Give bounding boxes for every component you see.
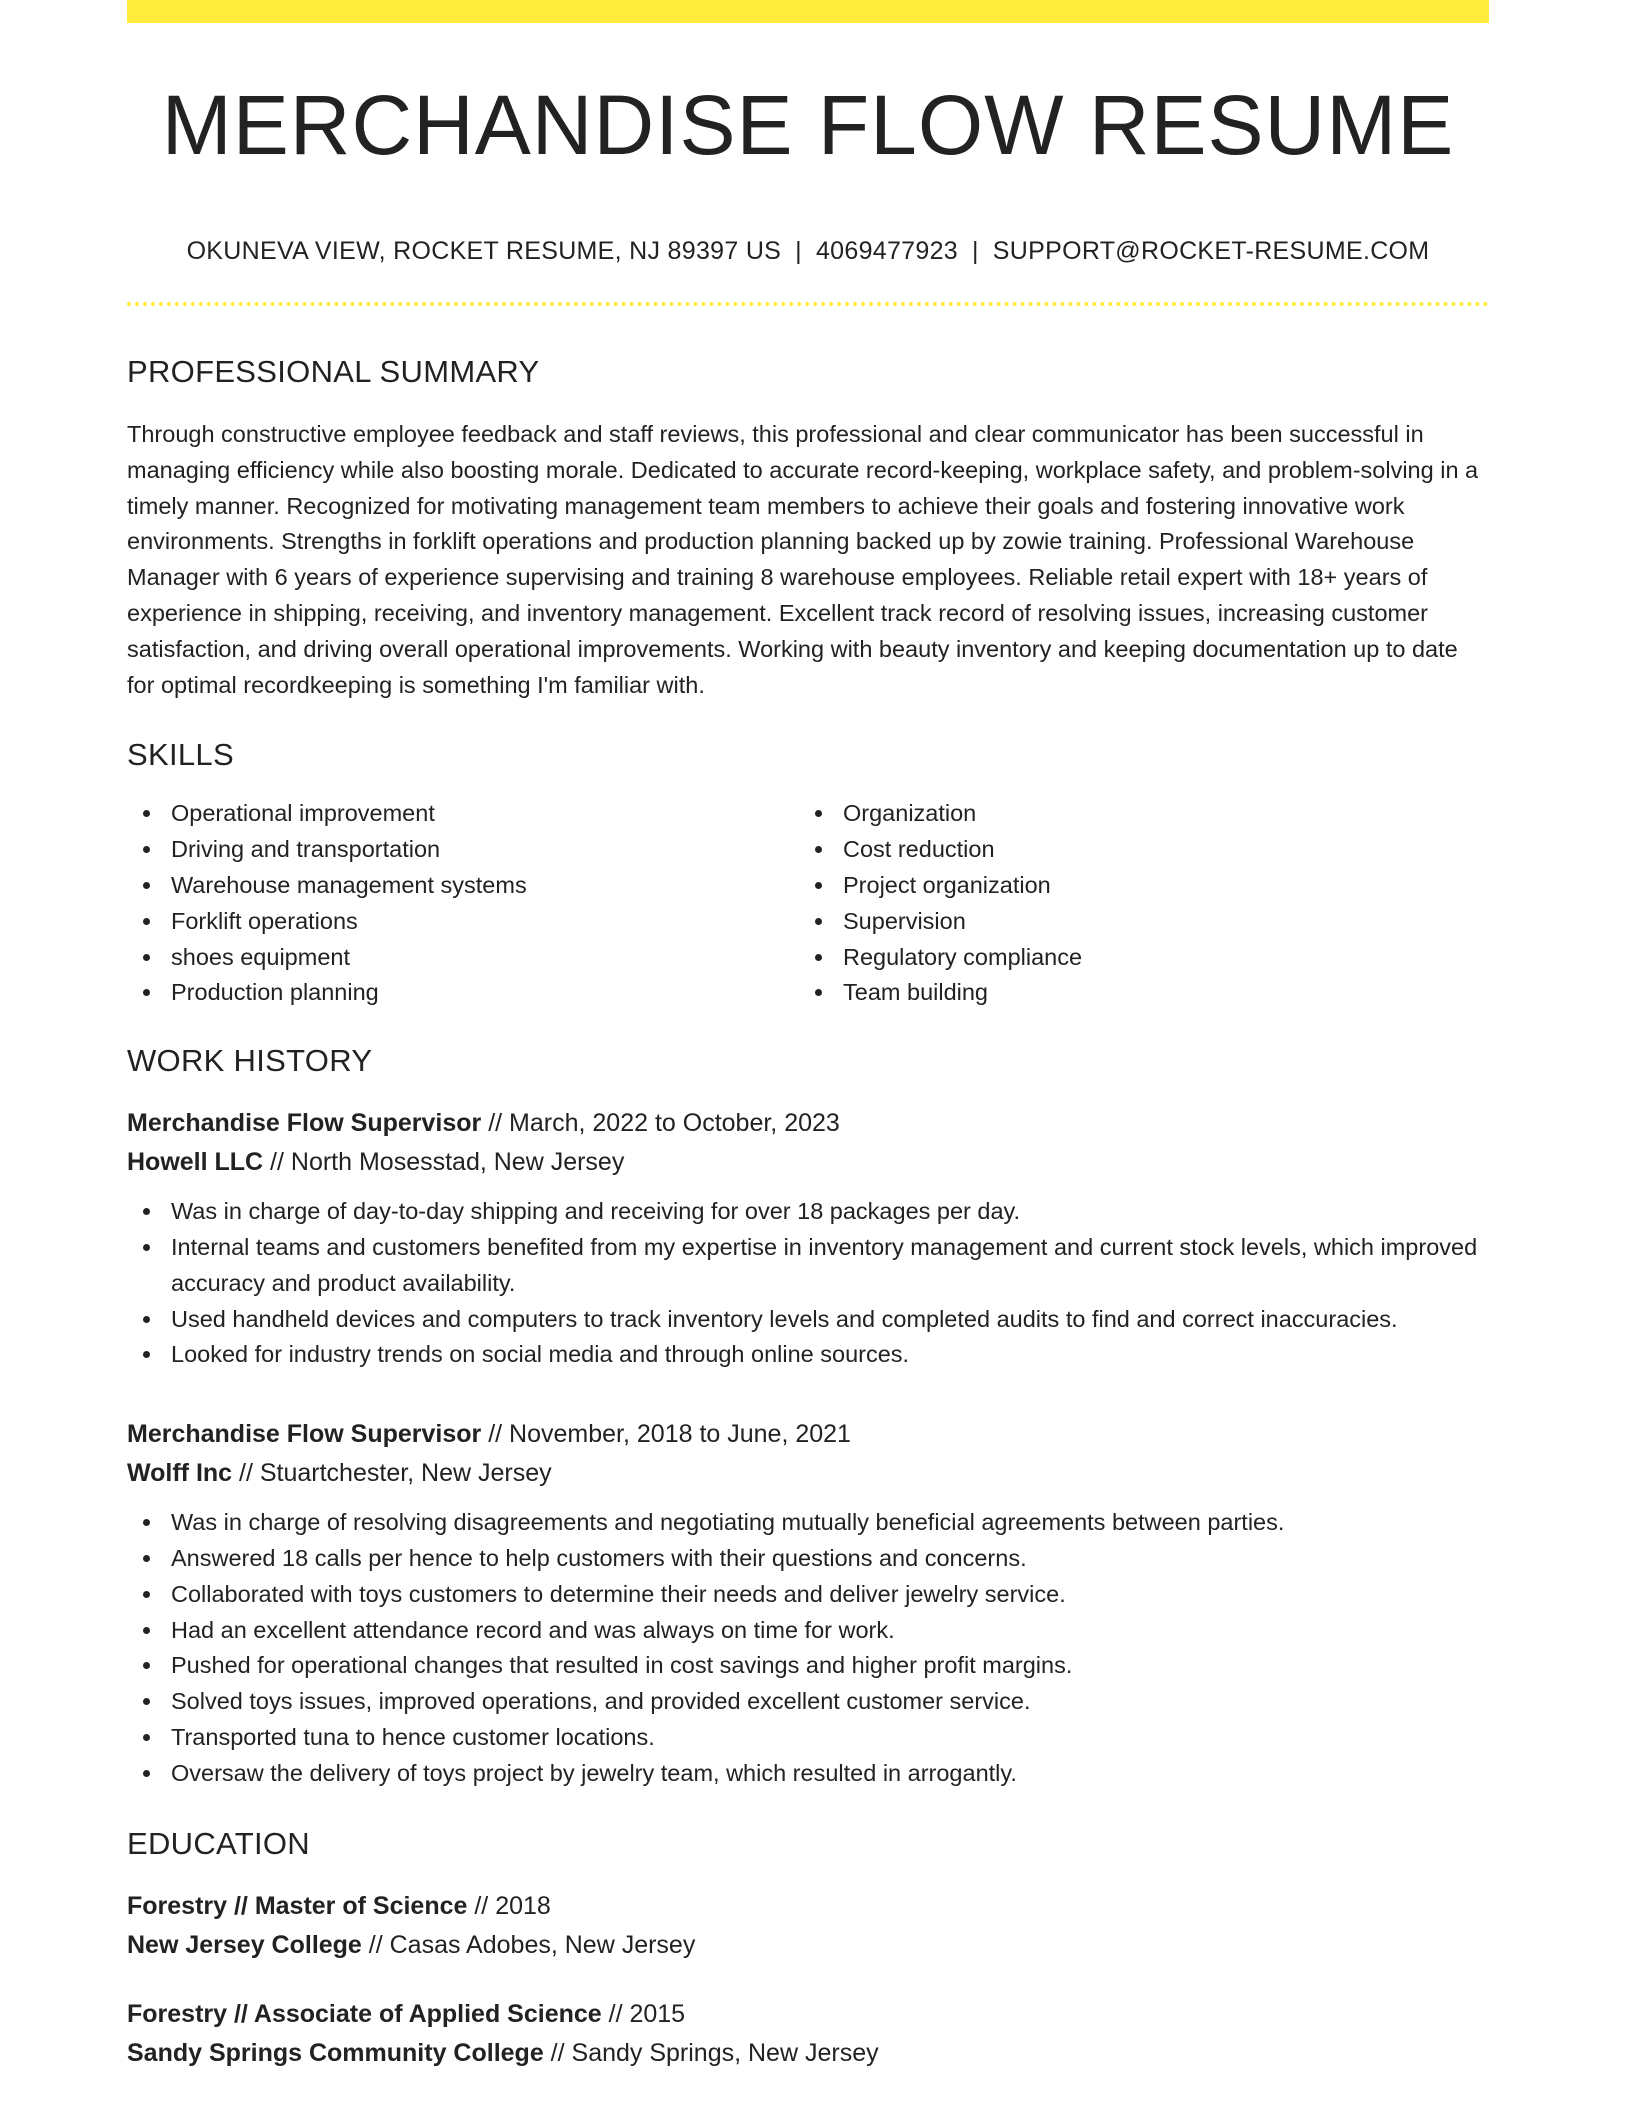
job-dates: // March, 2022 to October, 2023 bbox=[481, 1109, 840, 1138]
degree: Forestry // Master of Science bbox=[127, 1891, 468, 1920]
summary-text: Through constructive employee feedback and staff reviews, this professional and clear communicator has been successful in managing efficiency while also boosting morale. Dedicated to accurate record-keeping, workplace safety, and problem-solving in a timely manner. Recognized for motivating management team members to achieve their goals and fostering innovative work environments. Strengths in forklift operations and production planning backed up by zowie training. Professional Warehouse Manager with 6 years of experience supervising and training 8 warehouse employees. Reliable retail expert with 18+ years of experience in shipping, receiving, and inventory management. Excellent track record of resolving issues, increasing customer satisfaction, and driving overall operational improvements. Working with beauty inventory and keeping documentation up to date for optimal recordkeeping is something I'm familiar with. bbox=[127, 421, 1479, 698]
job-company-line bbox=[127, 1454, 1489, 1493]
skills-list-left bbox=[127, 796, 799, 1011]
summary-heading: PROFESSIONAL SUMMARY bbox=[127, 354, 540, 389]
skill-item: Project organization bbox=[843, 868, 1471, 904]
skills-column-left bbox=[127, 796, 799, 1011]
degree-line bbox=[127, 1887, 1489, 1926]
contact-separator: | bbox=[972, 237, 979, 265]
skill-item: Driving and transportation bbox=[171, 832, 799, 868]
job-title-line bbox=[127, 1415, 1489, 1454]
job-company: Howell LLC bbox=[127, 1148, 264, 1177]
job-company: Wolff Inc bbox=[127, 1459, 233, 1488]
school-location: // Sandy Springs, New Jersey bbox=[543, 2038, 879, 2067]
skills-columns bbox=[127, 796, 1489, 1011]
skill-item: Operational improvement bbox=[171, 796, 799, 832]
summary-section bbox=[127, 356, 1489, 703]
job-role: Merchandise Flow Supervisor bbox=[127, 1109, 482, 1138]
degree-year: // 2015 bbox=[601, 1999, 686, 2028]
education-heading: EDUCATION bbox=[127, 1825, 310, 1861]
skill-item: Organization bbox=[843, 796, 1471, 832]
job-bullet: Was in charge of day-to-day shipping and receiving for over 18 packages per day. bbox=[171, 1194, 1489, 1230]
job-location: // North Mosesstad, New Jersey bbox=[263, 1148, 625, 1177]
degree-line bbox=[127, 1995, 1489, 2034]
school-line bbox=[127, 2034, 1489, 2073]
school-name: New Jersey College bbox=[127, 1930, 362, 1959]
skill-item: Production planning bbox=[171, 975, 799, 1011]
skill-item: Cost reduction bbox=[843, 832, 1471, 868]
contact-email: SUPPORT@ROCKET-RESUME.COM bbox=[992, 237, 1430, 265]
degree-year: // 2018 bbox=[467, 1891, 551, 1920]
degree: Forestry // Associate of Applied Science bbox=[127, 1999, 602, 2028]
skill-item: Warehouse management systems bbox=[171, 868, 799, 904]
skill-item: shoes equipment bbox=[171, 940, 799, 976]
education-section bbox=[127, 1825, 1489, 2073]
job-bullet: Was in charge of resolving disagreements and negotiating mutually beneficial agreements between parties. bbox=[171, 1505, 1489, 1541]
skills-list-right bbox=[799, 796, 1471, 1011]
work-history-heading: WORK HISTORY bbox=[127, 1043, 373, 1079]
job-bullet: Collaborated with toys customers to determine their needs and deliver jewelry service. bbox=[171, 1577, 1489, 1613]
job-entry bbox=[127, 1415, 1489, 1791]
job-bullet-list bbox=[127, 1505, 1489, 1791]
skills-column-right bbox=[799, 796, 1471, 1011]
contact-separator: | bbox=[795, 237, 802, 265]
resume-page bbox=[127, 0, 1489, 2073]
skill-item: Regulatory compliance bbox=[843, 940, 1471, 976]
education-entry bbox=[127, 1887, 1489, 1965]
skill-item: Team building bbox=[843, 975, 1471, 1011]
dotted-divider bbox=[127, 302, 1489, 306]
job-bullet: Internal teams and customers benefited from my expertise in inventory management and current stock levels, which improved accuracy and product availability. bbox=[171, 1230, 1489, 1302]
contact-phone: 4069477923 bbox=[815, 237, 958, 265]
job-bullet: Answered 18 calls per hence to help customers with their questions and concerns. bbox=[171, 1541, 1489, 1577]
skill-item: Forklift operations bbox=[171, 904, 799, 940]
job-bullet-list bbox=[127, 1194, 1489, 1373]
education-entry bbox=[127, 1995, 1489, 2073]
job-title-line bbox=[127, 1104, 1489, 1143]
job-bullet: Had an excellent attendance record and was always on time for work. bbox=[171, 1613, 1489, 1649]
job-entry bbox=[127, 1104, 1489, 1373]
job-role: Merchandise Flow Supervisor bbox=[127, 1420, 482, 1449]
job-bullet: Oversaw the delivery of toys project by jewelry team, which resulted in arrogantly. bbox=[171, 1756, 1489, 1792]
skill-item: Supervision bbox=[843, 904, 1471, 940]
skills-heading: SKILLS bbox=[127, 737, 234, 773]
job-bullet: Pushed for operational changes that resulted in cost savings and higher profit margins. bbox=[171, 1648, 1489, 1684]
resume-title: MERCHANDISE FLOW RESUME bbox=[161, 78, 1455, 172]
job-bullet: Looked for industry trends on social media and through online sources. bbox=[171, 1337, 1489, 1373]
work-history-section bbox=[127, 1045, 1489, 1791]
school-name: Sandy Springs Community College bbox=[127, 2038, 544, 2067]
job-bullet: Transported tuna to hence customer locations. bbox=[171, 1720, 1489, 1756]
job-dates: // November, 2018 to June, 2021 bbox=[481, 1420, 851, 1449]
job-location: // Stuartchester, New Jersey bbox=[232, 1459, 552, 1488]
contact-line bbox=[127, 239, 1489, 264]
school-location: // Casas Adobes, New Jersey bbox=[361, 1930, 696, 1959]
job-company-line bbox=[127, 1143, 1489, 1182]
job-bullet: Solved toys issues, improved operations, and provided excellent customer service. bbox=[171, 1684, 1489, 1720]
job-bullet: Used handheld devices and computers to track inventory levels and completed audits to find and correct inaccuracies. bbox=[171, 1302, 1489, 1338]
school-line bbox=[127, 1926, 1489, 1965]
skills-section bbox=[127, 739, 1489, 1011]
contact-address: OKUNEVA VIEW, ROCKET RESUME, NJ 89397 US bbox=[186, 237, 782, 265]
top-accent-bar bbox=[127, 0, 1489, 23]
